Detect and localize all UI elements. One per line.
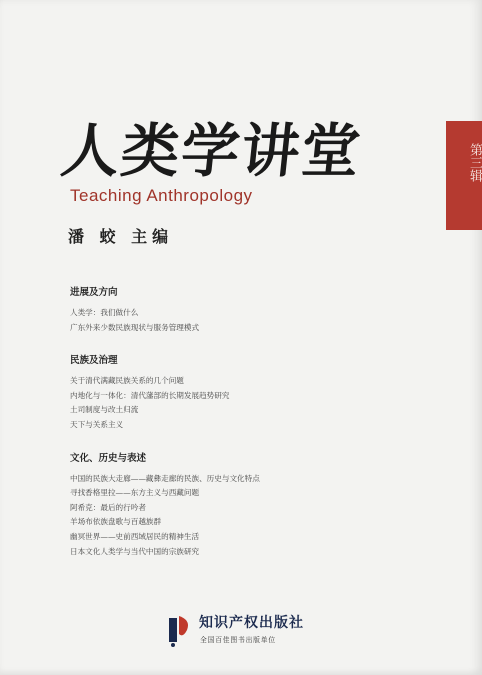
toc-item: 中国的民族大走廊——藏彝走廊的民族、历史与文化特点 (70, 473, 260, 483)
publisher-logo-icon (163, 612, 195, 648)
toc-item: 天下与关系主义 (70, 419, 124, 429)
toc-item: 内地化与一体化：清代藩部的长期发展趋势研究 (70, 390, 230, 400)
toc-section (70, 284, 410, 335)
toc-item: 寻找香格里拉——东方主义与西藏问题 (70, 488, 200, 498)
toc-item: 日本文化人类学与当代中国的宗族研究 (70, 546, 200, 556)
toc-item: 人类学：我们做什么 (70, 308, 139, 317)
publisher-block (163, 608, 323, 652)
toc-section (70, 352, 410, 432)
toc-item: 羊场布依族盘歌与百越族群 (70, 517, 162, 527)
toc-item: 关于清代满藏民族关系的几个问题 (70, 376, 184, 386)
editor-credit: 潘 蛟 主编 (68, 227, 174, 246)
table-of-contents (70, 284, 410, 576)
toc-item: 广东外来少数民族现状与服务管理模式 (70, 322, 200, 332)
toc-item: 幽冥世界——史前西域居民的精神生活 (70, 531, 200, 541)
toc-section-title: 民族及治理 (70, 355, 118, 367)
toc-section (70, 450, 410, 560)
volume-tab (446, 121, 482, 230)
publisher-name: 知识产权出版社 (199, 615, 304, 631)
publisher-tagline: 全国百佳图书出版单位 (200, 636, 276, 644)
toc-item: 土司制度与改土归流 (70, 405, 139, 415)
book-title: 人类学讲堂 (57, 117, 366, 185)
toc-section-title: 进展及方向 (70, 287, 118, 298)
toc-section-title: 文化、历史与表述 (70, 452, 147, 464)
toc-item: 阿希克：最后的行吟者 (70, 502, 146, 512)
volume-tab-label: 第三辑 (467, 143, 482, 182)
book-subtitle-en: Teaching Anthropology (70, 186, 253, 205)
